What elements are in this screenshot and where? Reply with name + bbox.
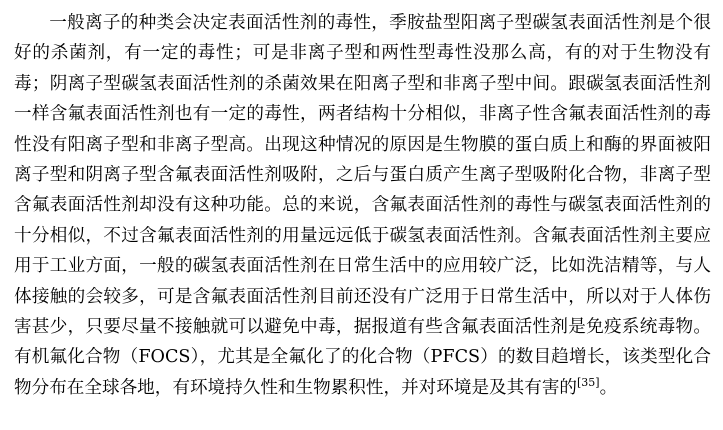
paragraph-block xyxy=(14,8,711,403)
paragraph-text-tail: 。 xyxy=(599,377,618,398)
document-body xyxy=(14,8,711,403)
paragraph-text: 一般离子的种类会决定表面活性剂的毒性，季胺盐型阳离子型碳氢表面活性剂是个很好的杀菌剂，有一定的毒性；可是非离子型和两性型毒性没那么高，有的对于生物没有毒；阴离子型碳氢表面活性剂的杀菌效果在阳离子型和非离子型中间。跟碳氢表面活性剂一样含氟表面活性剂也有一定的毒性，两者结构十分相似，非离子性含氟表面活性剂的毒性没有阳离子型和非离子型高。出现这种情况的原因是生物膜的蛋白质上和酶的界面被阳离子型和阴离子型含氟表面活性剂吸附，之后与蛋白质产生离子型吸附化合物，非离子型含氟表面活性剂却没有这种功能。总的来说，含氟表面活性剂的毒性与碳氢表面活性剂的十分相似，不过含氟表面活性剂的用量远远低于碳氢表面活性剂。含氟表面活性剂主要应用于工业方面，一般的碳氢表面活性剂在日常生活中的应用较广泛，比如洗洁精等，与人体接触的会较多，可是含氟表面活性剂目前还没有广泛用于日常生活中，所以对于人体伤害甚少，只要尽量不接触就可以避免中毒，据报道有些含氟表面活性剂是免疫系统毒物。有机氟化合物（FOCS），尤其是全氟化了的化合物（PFCS）的数目趋增长，该类型化合物分布在全球各地，有环境持久性和生物累积性，并对环境是及其有害的 xyxy=(14,13,711,398)
citation-reference: [35] xyxy=(577,376,600,390)
